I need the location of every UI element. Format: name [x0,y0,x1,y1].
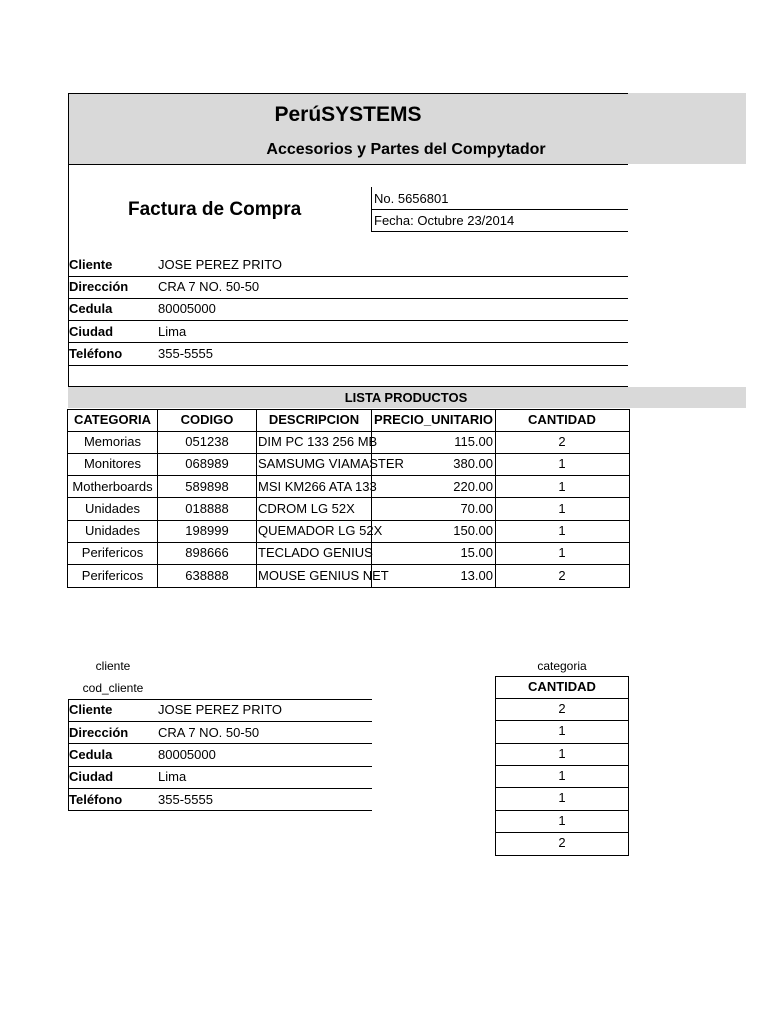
table-cell: 2 [558,701,566,716]
lower-client-label: Cliente [69,702,113,717]
table-cell: 2 [558,835,566,850]
phone-label: Teléfono [69,346,123,361]
table-cell: Perifericos [81,545,144,560]
client-value: JOSE PEREZ PRITO [158,257,283,272]
table-cell: 638888 [185,568,229,583]
table-cell: Memorias [83,434,142,449]
cedula-line [68,320,628,321]
address-value: CRA 7 NO. 50-50 [158,279,260,294]
cedula-label: Cedula [69,301,113,316]
table-cell: 380.00 [453,456,493,471]
table-cell: 1 [558,456,566,471]
products-table [67,409,630,589]
address-label: Dirección [69,279,129,294]
header-top-border [68,93,628,94]
col-header-descripcion: DESCRIPCION [268,412,360,427]
lower-phone-line [68,810,372,811]
products-title: LISTA PRODUCTOS [344,390,468,405]
table-cell: Unidades [85,523,140,538]
table-cell: 068989 [185,456,229,471]
lower-cedula-line [68,766,372,767]
company-subtitle: Accesorios y Partes del Compytador [266,141,546,158]
table-cell: DIM PC 133 256 MB [258,434,378,449]
table-cell: 1 [558,523,566,538]
table-cell: Perifericos [81,568,144,583]
table-cell: 2 [558,434,566,449]
table-cell: 1 [558,768,566,783]
col-header-categoria: CATEGORIA [73,412,152,427]
col-header-codigo: CODIGO [180,412,234,427]
company-name: PerúSYSTEMS [274,103,422,126]
phone-line [68,365,628,366]
table-cell: 589898 [185,479,229,494]
table-cell: MOUSE GENIUS NET [258,568,389,583]
table-cell: 018888 [185,501,229,516]
table-cell: Motherboards [72,479,153,494]
invoice-date: Fecha: Octubre 23/2014 [374,213,515,228]
table-cell: Unidades [85,501,140,516]
lower-cedula-value: 80005000 [158,747,216,762]
table-cell: 13.00 [460,568,493,583]
table-cell: 2 [558,568,566,583]
table-cell: MSI KM266 ATA 133 [258,479,377,494]
lower-city-label: Ciudad [69,769,114,784]
lower-phone-label: Teléfono [69,792,123,807]
table-cell: Monitores [83,456,142,471]
table-cell: SAMSUMG VIAMASTER [258,456,404,471]
col-divider-2 [256,409,257,587]
table-cell: 1 [558,746,566,761]
table-cell: 220.00 [453,479,493,494]
lower-client-top-line [68,699,372,700]
table-cell: 1 [558,479,566,494]
phone-value: 355-5555 [158,346,213,361]
cantidad-table [495,676,630,858]
invoice-number: No. 5656801 [374,191,449,206]
table-cell: 1 [558,501,566,516]
client-line [68,276,628,277]
col-header-cantidad: CANTIDAD [528,412,596,427]
table-cell: 15.00 [460,545,493,560]
table-cell: 150.00 [453,523,493,538]
lower-client-line [68,721,372,722]
client-label: Cliente [69,257,113,272]
table-cell: QUEMADOR LG 52X [258,523,383,538]
lower-client-value: JOSE PEREZ PRITO [158,702,283,717]
lower-address-line [68,743,372,744]
table-cell: 898666 [185,545,229,560]
lower-address-value: CRA 7 NO. 50-50 [158,725,260,740]
table-cell: 1 [558,723,566,738]
col-header-precio: PRECIO_UNITARIO [374,412,493,427]
cantidad-header: CANTIDAD [528,679,596,694]
lower-cedula-label: Cedula [69,747,113,762]
city-label: Ciudad [69,324,114,339]
table-cell: 051238 [185,434,229,449]
table-cell: 115.00 [454,434,493,449]
invoice-date-line [371,231,628,232]
city-line [68,342,628,343]
lower-address-label: Dirección [69,725,129,740]
lower-phone-value: 355-5555 [158,792,213,807]
city-value: Lima [158,324,187,339]
categoria-field-label: categoria [537,659,587,673]
table-cell: 198999 [185,523,229,538]
cedula-value: 80005000 [158,301,216,316]
header-bottom-border [68,164,628,165]
table-cell: TECLADO GENIUS [258,545,373,560]
address-line [68,298,628,299]
lower-city-value: Lima [158,769,187,784]
table-cell: 1 [558,790,566,805]
lower-city-line [68,788,372,789]
table-cell: 1 [558,813,566,828]
table-cell: CDROM LG 52X [258,501,355,516]
invoice-title: Factura de Compra [128,199,302,220]
table-cell: 1 [558,545,566,560]
table-cell: 70.00 [460,501,493,516]
cliente-field-label: cliente [95,659,131,673]
cod-cliente-field-label: cod_cliente [82,681,144,695]
invoice-number-line [371,209,628,210]
